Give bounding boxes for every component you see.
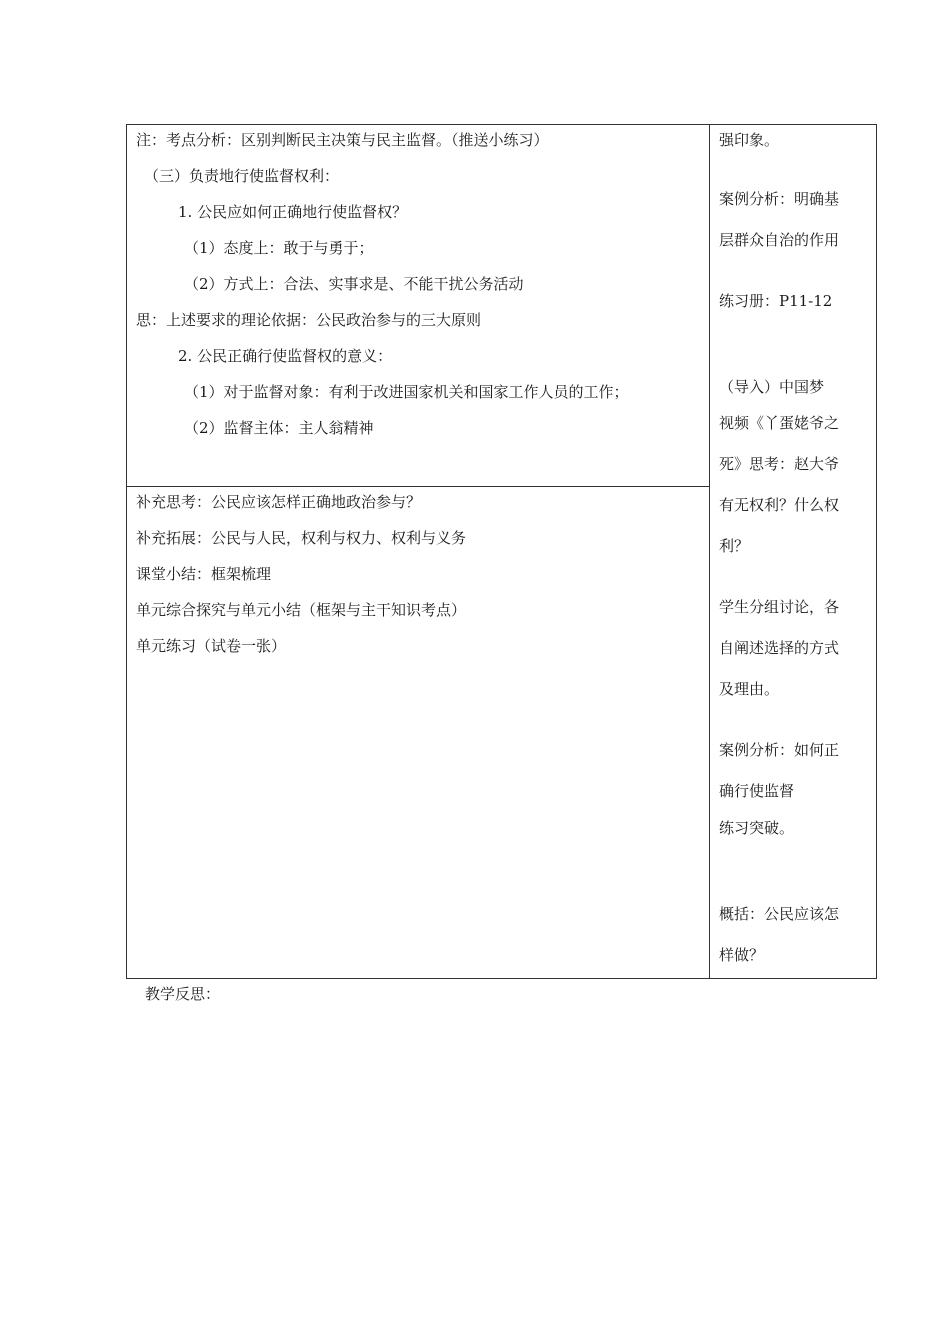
- activity-line: 层群众自治的作用: [719, 231, 840, 249]
- activity-line: 视频《丫蛋姥爷之: [719, 414, 840, 432]
- activity-line: 案例分析：明确基: [719, 190, 840, 208]
- teaching-reflection-label: 教学反思：: [145, 985, 221, 1003]
- point-2-2: （2）监督主体：主人翁精神: [184, 419, 374, 437]
- activity-line: 案例分析：如何正: [719, 741, 840, 759]
- point-1-2: （2）方式上：合法、实事求是、不能干扰公务活动: [184, 275, 524, 293]
- activity-line: 样做？: [719, 946, 765, 964]
- activity-line: 死》思考：赵大爷: [719, 455, 840, 473]
- thinking-note: 思：上述要求的理论依据：公民政治参与的三大原则: [136, 311, 482, 329]
- teaching-content-cell-bottom: [127, 487, 710, 979]
- activity-line: 自阐述选择的方式: [719, 639, 840, 657]
- supplement-extension: 补充拓展：公民与人民，权利与权力、权利与义务: [136, 529, 467, 547]
- lesson-plan-table: [126, 124, 877, 979]
- point-2-1: （1）对于监督对象：有利于改进国家机关和国家工作人员的工作；: [184, 383, 629, 401]
- activity-line: 及理由。: [719, 680, 780, 698]
- student-activity-cell: [710, 125, 876, 978]
- activity-line: 练习册：P11-12: [719, 292, 833, 310]
- activity-line: 有无权利？什么权: [719, 496, 840, 514]
- question-1: 1. 公民应如何正确地行使监督权？: [178, 203, 408, 221]
- activity-line: 强印象。: [719, 131, 780, 149]
- activity-line: 利？: [719, 537, 750, 555]
- class-summary: 课堂小结：框架梳理: [136, 565, 272, 583]
- point-1-1: （1）态度上：敢于与勇于；: [184, 239, 374, 257]
- question-2: 2. 公民正确行使监督权的意义：: [178, 347, 393, 365]
- activity-line: 概括：公民应该怎: [719, 905, 840, 923]
- activity-line: 学生分组讨论，各: [719, 598, 840, 616]
- activity-line: 练习突破。: [719, 819, 795, 837]
- unit-review: 单元综合探究与单元小结（框架与主干知识考点）: [136, 601, 467, 619]
- teaching-content-cell-top: [127, 125, 710, 487]
- supplement-thinking: 补充思考：公民应该怎样正确地政治参与？: [136, 493, 422, 511]
- section-heading-3: （三）负责地行使监督权利：: [144, 167, 340, 185]
- activity-line: 确行使监督: [719, 782, 795, 800]
- unit-exercise: 单元练习（试卷一张）: [136, 637, 287, 655]
- activity-line: （导入）中国梦: [719, 378, 825, 396]
- note-exam-point: 注：考点分析：区别判断民主决策与民主监督。（推送小练习）: [136, 131, 549, 149]
